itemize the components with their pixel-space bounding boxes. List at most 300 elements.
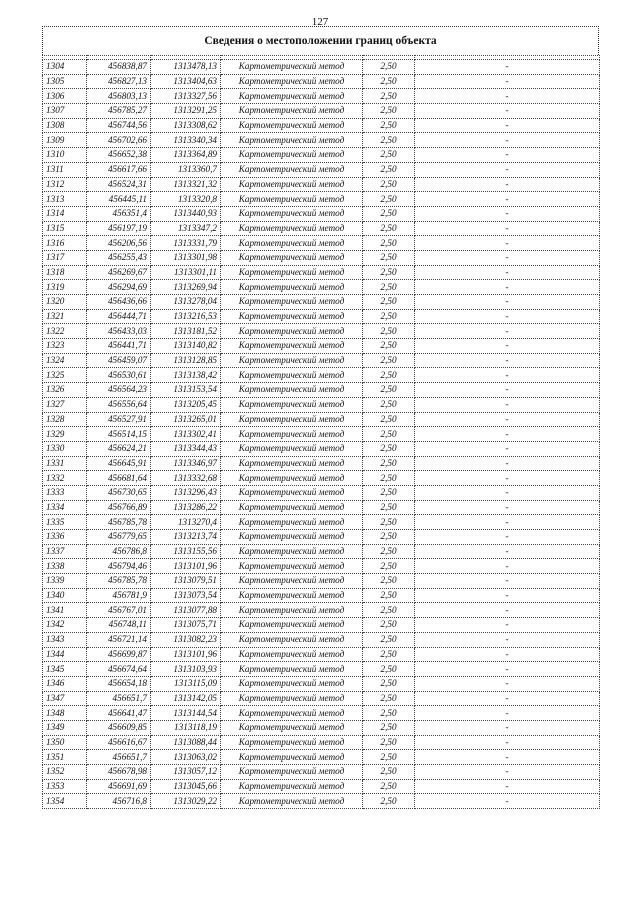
- x-coordinate-cell: 456556,64: [87, 397, 151, 412]
- y-coordinate-cell: 1313029,22: [151, 794, 221, 809]
- method-cell: Картометрический метод: [221, 177, 363, 192]
- y-coordinate-cell: 1313344,43: [151, 441, 221, 456]
- precision-cell: 2,50: [363, 706, 415, 721]
- point-number-cell: 1334: [43, 500, 87, 515]
- x-coordinate-cell: 456699,87: [87, 647, 151, 662]
- precision-cell: 2,50: [363, 104, 415, 119]
- section-title: Сведения о местоположении границ объекта: [42, 26, 599, 55]
- y-coordinate-cell: 1313103,93: [151, 662, 221, 677]
- method-cell: Картометрический метод: [221, 148, 363, 163]
- x-coordinate-cell: 456294,69: [87, 280, 151, 295]
- precision-cell: 2,50: [363, 647, 415, 662]
- y-coordinate-cell: 1313073,54: [151, 588, 221, 603]
- method-cell: Картометрический метод: [221, 471, 363, 486]
- table-row: [43, 177, 600, 192]
- method-cell: Картометрический метод: [221, 221, 363, 236]
- point-number-cell: 1308: [43, 118, 87, 133]
- precision-cell: 2,50: [363, 574, 415, 589]
- y-coordinate-cell: 1313128,85: [151, 353, 221, 368]
- x-coordinate-cell: 456524,31: [87, 177, 151, 192]
- x-coordinate-cell: 456433,03: [87, 324, 151, 339]
- table-row: [43, 559, 600, 574]
- y-coordinate-cell: 1313286,22: [151, 500, 221, 515]
- table-row: [43, 236, 600, 251]
- y-coordinate-cell: 1313155,56: [151, 544, 221, 559]
- y-coordinate-cell: 1313063,02: [151, 750, 221, 765]
- x-coordinate-cell: 456691,69: [87, 779, 151, 794]
- y-coordinate-cell: 1313115,09: [151, 676, 221, 691]
- x-coordinate-cell: 456785,78: [87, 574, 151, 589]
- point-number-cell: 1330: [43, 441, 87, 456]
- precision-cell: 2,50: [363, 133, 415, 148]
- y-coordinate-cell: 1313440,93: [151, 206, 221, 221]
- method-cell: Картометрический метод: [221, 133, 363, 148]
- y-coordinate-cell: 1313142,05: [151, 691, 221, 706]
- description-cell: -: [415, 236, 600, 251]
- y-coordinate-cell: 1313181,52: [151, 324, 221, 339]
- method-cell: Картометрический метод: [221, 192, 363, 207]
- table-row: [43, 720, 600, 735]
- method-cell: Картометрический метод: [221, 765, 363, 780]
- x-coordinate-cell: 456651,7: [87, 750, 151, 765]
- description-cell: -: [415, 104, 600, 119]
- y-coordinate-cell: 1313101,96: [151, 647, 221, 662]
- y-coordinate-cell: 1313327,56: [151, 89, 221, 104]
- x-coordinate-cell: 456681,64: [87, 471, 151, 486]
- description-cell: -: [415, 265, 600, 280]
- x-coordinate-cell: 456255,43: [87, 250, 151, 265]
- table-row: [43, 280, 600, 295]
- description-cell: -: [415, 662, 600, 677]
- description-cell: -: [415, 397, 600, 412]
- x-coordinate-cell: 456564,23: [87, 383, 151, 398]
- table-row: [43, 206, 600, 221]
- y-coordinate-cell: 1313478,13: [151, 60, 221, 75]
- x-coordinate-cell: 456794,46: [87, 559, 151, 574]
- table-row: [43, 295, 600, 310]
- point-number-cell: 1337: [43, 544, 87, 559]
- point-number-cell: 1352: [43, 765, 87, 780]
- y-coordinate-cell: 1313077,88: [151, 603, 221, 618]
- table-row: [43, 118, 600, 133]
- description-cell: -: [415, 118, 600, 133]
- y-coordinate-cell: 1313301,11: [151, 265, 221, 280]
- description-cell: -: [415, 676, 600, 691]
- x-coordinate-cell: 456624,21: [87, 441, 151, 456]
- x-coordinate-cell: 456781,9: [87, 588, 151, 603]
- point-number-cell: 1354: [43, 794, 87, 809]
- method-cell: Картометрический метод: [221, 280, 363, 295]
- y-coordinate-cell: 1313364,89: [151, 148, 221, 163]
- x-coordinate-cell: 456617,66: [87, 162, 151, 177]
- y-coordinate-cell: 1313360,7: [151, 162, 221, 177]
- x-coordinate-cell: 456445,11: [87, 192, 151, 207]
- description-cell: -: [415, 162, 600, 177]
- description-cell: -: [415, 779, 600, 794]
- x-coordinate-cell: 456609,85: [87, 720, 151, 735]
- method-cell: Картометрический метод: [221, 647, 363, 662]
- method-cell: Картометрический метод: [221, 441, 363, 456]
- point-number-cell: 1346: [43, 676, 87, 691]
- point-number-cell: 1350: [43, 735, 87, 750]
- x-coordinate-cell: 456444,71: [87, 309, 151, 324]
- description-cell: -: [415, 485, 600, 500]
- x-coordinate-cell: 456838,87: [87, 60, 151, 75]
- point-number-cell: 1306: [43, 89, 87, 104]
- point-number-cell: 1307: [43, 104, 87, 119]
- y-coordinate-cell: 1313340,34: [151, 133, 221, 148]
- y-coordinate-cell: 1313321,32: [151, 177, 221, 192]
- precision-cell: 2,50: [363, 162, 415, 177]
- method-cell: Картометрический метод: [221, 632, 363, 647]
- description-cell: -: [415, 177, 600, 192]
- point-number-cell: 1347: [43, 691, 87, 706]
- point-number-cell: 1315: [43, 221, 87, 236]
- precision-cell: 2,50: [363, 412, 415, 427]
- table-row: [43, 750, 600, 765]
- table-row: [43, 104, 600, 119]
- table-row: [43, 574, 600, 589]
- method-cell: Картометрический метод: [221, 162, 363, 177]
- coordinates-table-body: [43, 56, 600, 809]
- description-cell: -: [415, 794, 600, 809]
- precision-cell: 2,50: [363, 662, 415, 677]
- table-row: [43, 500, 600, 515]
- table-row: [43, 60, 600, 75]
- description-cell: -: [415, 133, 600, 148]
- precision-cell: 2,50: [363, 89, 415, 104]
- precision-cell: 2,50: [363, 148, 415, 163]
- x-coordinate-cell: 456441,71: [87, 339, 151, 354]
- description-cell: -: [415, 618, 600, 633]
- table-row: [43, 74, 600, 89]
- table-row: [43, 471, 600, 486]
- method-cell: Картометрический метод: [221, 324, 363, 339]
- point-number-cell: 1314: [43, 206, 87, 221]
- point-number-cell: 1327: [43, 397, 87, 412]
- x-coordinate-cell: 456674,64: [87, 662, 151, 677]
- table-row: [43, 647, 600, 662]
- table-row: [43, 706, 600, 721]
- precision-cell: 2,50: [363, 368, 415, 383]
- point-number-cell: 1316: [43, 236, 87, 251]
- description-cell: -: [415, 368, 600, 383]
- table-row: [43, 339, 600, 354]
- precision-cell: 2,50: [363, 250, 415, 265]
- description-cell: -: [415, 588, 600, 603]
- y-coordinate-cell: 1313302,41: [151, 427, 221, 442]
- description-cell: -: [415, 706, 600, 721]
- x-coordinate-cell: 456779,65: [87, 530, 151, 545]
- y-coordinate-cell: 1313057,12: [151, 765, 221, 780]
- x-coordinate-cell: 456730,65: [87, 485, 151, 500]
- point-number-cell: 1333: [43, 485, 87, 500]
- table-row: [43, 427, 600, 442]
- y-coordinate-cell: 1313332,68: [151, 471, 221, 486]
- table-row: [43, 691, 600, 706]
- description-cell: -: [415, 74, 600, 89]
- table-row: [43, 265, 600, 280]
- method-cell: Картометрический метод: [221, 588, 363, 603]
- point-number-cell: 1325: [43, 368, 87, 383]
- method-cell: Картометрический метод: [221, 104, 363, 119]
- x-coordinate-cell: 456716,8: [87, 794, 151, 809]
- precision-cell: 2,50: [363, 618, 415, 633]
- point-number-cell: 1328: [43, 412, 87, 427]
- method-cell: Картометрический метод: [221, 206, 363, 221]
- y-coordinate-cell: 1313118,19: [151, 720, 221, 735]
- precision-cell: 2,50: [363, 765, 415, 780]
- table-row: [43, 133, 600, 148]
- point-number-cell: 1305: [43, 74, 87, 89]
- method-cell: Картометрический метод: [221, 544, 363, 559]
- description-cell: -: [415, 530, 600, 545]
- precision-cell: 2,50: [363, 559, 415, 574]
- description-cell: -: [415, 720, 600, 735]
- precision-cell: 2,50: [363, 295, 415, 310]
- precision-cell: 2,50: [363, 500, 415, 515]
- table-row: [43, 309, 600, 324]
- x-coordinate-cell: 456654,18: [87, 676, 151, 691]
- point-number-cell: 1304: [43, 60, 87, 75]
- method-cell: Картометрический метод: [221, 559, 363, 574]
- method-cell: Картометрический метод: [221, 456, 363, 471]
- precision-cell: 2,50: [363, 397, 415, 412]
- x-coordinate-cell: 456678,98: [87, 765, 151, 780]
- table-row: [43, 779, 600, 794]
- table-row: [43, 148, 600, 163]
- precision-cell: 2,50: [363, 588, 415, 603]
- x-coordinate-cell: 456616,67: [87, 735, 151, 750]
- precision-cell: 2,50: [363, 353, 415, 368]
- point-number-cell: 1342: [43, 618, 87, 633]
- x-coordinate-cell: 456645,91: [87, 456, 151, 471]
- point-number-cell: 1322: [43, 324, 87, 339]
- method-cell: Картометрический метод: [221, 250, 363, 265]
- precision-cell: 2,50: [363, 456, 415, 471]
- x-coordinate-cell: 456351,4: [87, 206, 151, 221]
- y-coordinate-cell: 1313265,01: [151, 412, 221, 427]
- precision-cell: 2,50: [363, 221, 415, 236]
- description-cell: -: [415, 309, 600, 324]
- description-cell: -: [415, 603, 600, 618]
- method-cell: Картометрический метод: [221, 339, 363, 354]
- point-number-cell: 1338: [43, 559, 87, 574]
- method-cell: Картометрический метод: [221, 368, 363, 383]
- point-number-cell: 1335: [43, 515, 87, 530]
- method-cell: Картометрический метод: [221, 383, 363, 398]
- point-number-cell: 1311: [43, 162, 87, 177]
- method-cell: Картометрический метод: [221, 706, 363, 721]
- description-cell: -: [415, 383, 600, 398]
- y-coordinate-cell: 1313205,45: [151, 397, 221, 412]
- precision-cell: 2,50: [363, 676, 415, 691]
- method-cell: Картометрический метод: [221, 295, 363, 310]
- y-coordinate-cell: 1313278,04: [151, 295, 221, 310]
- table-row: [43, 485, 600, 500]
- x-coordinate-cell: 456269,67: [87, 265, 151, 280]
- y-coordinate-cell: 1313308,62: [151, 118, 221, 133]
- method-cell: Картометрический метод: [221, 618, 363, 633]
- table-row: [43, 441, 600, 456]
- method-cell: Картометрический метод: [221, 353, 363, 368]
- x-coordinate-cell: 456767,01: [87, 603, 151, 618]
- precision-cell: 2,50: [363, 471, 415, 486]
- x-coordinate-cell: 456652,38: [87, 148, 151, 163]
- method-cell: Картометрический метод: [221, 720, 363, 735]
- table-row: [43, 456, 600, 471]
- x-coordinate-cell: 456748,11: [87, 618, 151, 633]
- point-number-cell: 1319: [43, 280, 87, 295]
- description-cell: -: [415, 60, 600, 75]
- point-number-cell: 1353: [43, 779, 87, 794]
- precision-cell: 2,50: [363, 280, 415, 295]
- description-cell: -: [415, 647, 600, 662]
- point-number-cell: 1336: [43, 530, 87, 545]
- description-cell: -: [415, 574, 600, 589]
- description-cell: -: [415, 735, 600, 750]
- table-row: [43, 662, 600, 677]
- method-cell: Картометрический метод: [221, 662, 363, 677]
- precision-cell: 2,50: [363, 427, 415, 442]
- point-number-cell: 1343: [43, 632, 87, 647]
- description-cell: -: [415, 427, 600, 442]
- coordinates-table: [42, 55, 600, 809]
- description-cell: -: [415, 441, 600, 456]
- method-cell: Картометрический метод: [221, 676, 363, 691]
- precision-cell: 2,50: [363, 691, 415, 706]
- point-number-cell: 1340: [43, 588, 87, 603]
- precision-cell: 2,50: [363, 794, 415, 809]
- description-cell: -: [415, 353, 600, 368]
- x-coordinate-cell: 456527,91: [87, 412, 151, 427]
- precision-cell: 2,50: [363, 750, 415, 765]
- table-row: [43, 544, 600, 559]
- x-coordinate-cell: 456702,66: [87, 133, 151, 148]
- method-cell: Картометрический метод: [221, 118, 363, 133]
- y-coordinate-cell: 1313331,79: [151, 236, 221, 251]
- x-coordinate-cell: 456459,07: [87, 353, 151, 368]
- description-cell: -: [415, 691, 600, 706]
- table-row: [43, 618, 600, 633]
- point-number-cell: 1332: [43, 471, 87, 486]
- precision-cell: 2,50: [363, 236, 415, 251]
- table-row: [43, 603, 600, 618]
- point-number-cell: 1348: [43, 706, 87, 721]
- description-cell: -: [415, 324, 600, 339]
- page-number: 127: [311, 16, 329, 28]
- x-coordinate-cell: 456206,56: [87, 236, 151, 251]
- y-coordinate-cell: 1313291,25: [151, 104, 221, 119]
- table-row: [43, 515, 600, 530]
- y-coordinate-cell: 1313216,53: [151, 309, 221, 324]
- table-row: [43, 221, 600, 236]
- precision-cell: 2,50: [363, 515, 415, 530]
- precision-cell: 2,50: [363, 74, 415, 89]
- method-cell: Картометрический метод: [221, 60, 363, 75]
- table-row: [43, 765, 600, 780]
- precision-cell: 2,50: [363, 383, 415, 398]
- y-coordinate-cell: 1313140,82: [151, 339, 221, 354]
- point-number-cell: 1323: [43, 339, 87, 354]
- x-coordinate-cell: 456721,14: [87, 632, 151, 647]
- method-cell: Картометрический метод: [221, 397, 363, 412]
- description-cell: -: [415, 148, 600, 163]
- precision-cell: 2,50: [363, 735, 415, 750]
- method-cell: Картометрический метод: [221, 750, 363, 765]
- method-cell: Картометрический метод: [221, 691, 363, 706]
- description-cell: -: [415, 250, 600, 265]
- point-number-cell: 1318: [43, 265, 87, 280]
- method-cell: Картометрический метод: [221, 236, 363, 251]
- description-cell: -: [415, 89, 600, 104]
- coordinates-sheet: [42, 26, 599, 809]
- method-cell: Картометрический метод: [221, 309, 363, 324]
- method-cell: Картометрический метод: [221, 735, 363, 750]
- y-coordinate-cell: 1313144,54: [151, 706, 221, 721]
- method-cell: Картометрический метод: [221, 265, 363, 280]
- table-row: [43, 735, 600, 750]
- description-cell: -: [415, 295, 600, 310]
- y-coordinate-cell: 1313320,8: [151, 192, 221, 207]
- method-cell: Картометрический метод: [221, 574, 363, 589]
- table-row: [43, 353, 600, 368]
- x-coordinate-cell: 456785,78: [87, 515, 151, 530]
- method-cell: Картометрический метод: [221, 89, 363, 104]
- point-number-cell: 1326: [43, 383, 87, 398]
- table-row: [43, 794, 600, 809]
- point-number-cell: 1329: [43, 427, 87, 442]
- point-number-cell: 1341: [43, 603, 87, 618]
- precision-cell: 2,50: [363, 720, 415, 735]
- description-cell: -: [415, 280, 600, 295]
- precision-cell: 2,50: [363, 544, 415, 559]
- y-coordinate-cell: 1313082,23: [151, 632, 221, 647]
- table-row: [43, 530, 600, 545]
- method-cell: Картометрический метод: [221, 530, 363, 545]
- x-coordinate-cell: 456530,61: [87, 368, 151, 383]
- y-coordinate-cell: 1313153,54: [151, 383, 221, 398]
- description-cell: -: [415, 750, 600, 765]
- description-cell: -: [415, 632, 600, 647]
- point-number-cell: 1312: [43, 177, 87, 192]
- precision-cell: 2,50: [363, 339, 415, 354]
- table-row: [43, 192, 600, 207]
- x-coordinate-cell: 456514,15: [87, 427, 151, 442]
- y-coordinate-cell: 1313347,2: [151, 221, 221, 236]
- precision-cell: 2,50: [363, 603, 415, 618]
- x-coordinate-cell: 456766,89: [87, 500, 151, 515]
- table-row: [43, 368, 600, 383]
- x-coordinate-cell: 456436,66: [87, 295, 151, 310]
- description-cell: -: [415, 559, 600, 574]
- description-cell: -: [415, 221, 600, 236]
- table-row: [43, 162, 600, 177]
- precision-cell: 2,50: [363, 779, 415, 794]
- table-row: [43, 383, 600, 398]
- description-cell: -: [415, 471, 600, 486]
- y-coordinate-cell: 1313075,71: [151, 618, 221, 633]
- description-cell: -: [415, 206, 600, 221]
- y-coordinate-cell: 1313296,43: [151, 485, 221, 500]
- x-coordinate-cell: 456651,7: [87, 691, 151, 706]
- description-cell: -: [415, 412, 600, 427]
- precision-cell: 2,50: [363, 485, 415, 500]
- x-coordinate-cell: 456744,56: [87, 118, 151, 133]
- y-coordinate-cell: 1313270,4: [151, 515, 221, 530]
- point-number-cell: 1345: [43, 662, 87, 677]
- table-row: [43, 397, 600, 412]
